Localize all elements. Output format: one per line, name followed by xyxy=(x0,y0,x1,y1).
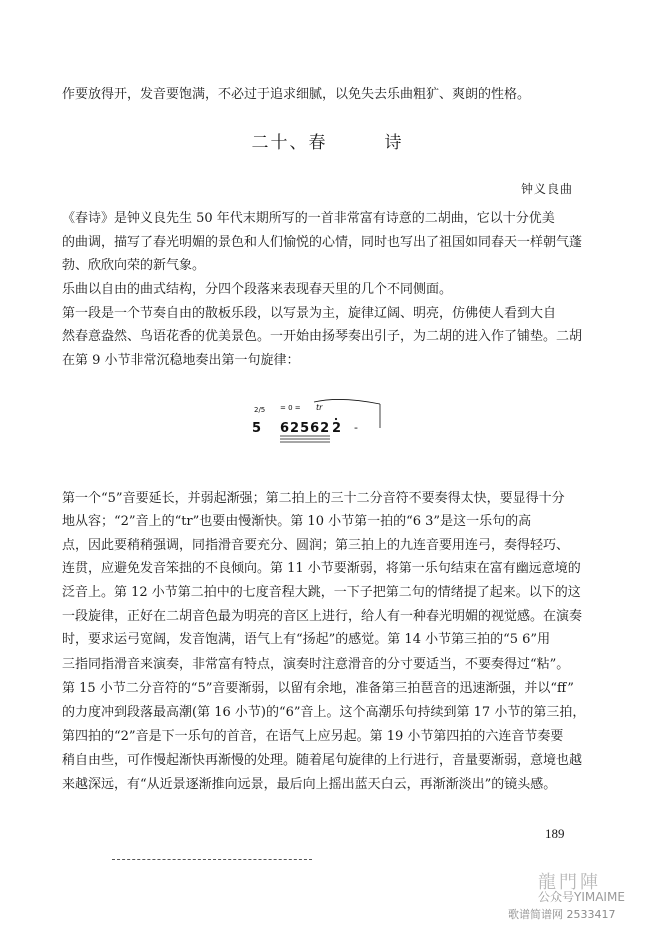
articulation-marks: = 0 = xyxy=(280,404,301,412)
composer-credit: 钟义良曲 xyxy=(520,182,573,196)
meter-mark: 2/5 xyxy=(254,406,266,414)
body-line: 《春诗》是钟义良先生 50 年代末期所写的一首非常富有诗意的二胡曲，它以十分优美 xyxy=(62,211,555,226)
body-line: 乐曲以自由的曲式结构，分四个段落来表现春天里的几个不同侧面。 xyxy=(62,282,453,297)
body-line: 的曲调，描写了春光明媚的景色和人们愉悦的心情，同时也写出了祖国如同春天一样朝气蓬 xyxy=(62,235,583,250)
body-line: 在第 9 小节非常沉稳地奏出第一句旋律： xyxy=(62,353,300,368)
body-line: 稍自由些，可作慢起渐快再渐慢的处理。随着尾句旋律的上行进行，音量要渐弱，意境也越 xyxy=(62,753,583,768)
slur-line xyxy=(314,399,380,404)
section-title: 二十、春 诗 xyxy=(251,133,404,153)
note-first: 5 xyxy=(252,421,262,436)
page-number: 189 xyxy=(545,826,565,841)
body-line: 第 15 小节二分音符的“5”音要渐弱，以留有余地，准备第三拍琶音的迅速渐强，并以“ff” xyxy=(62,681,574,696)
body-line: 来越深远，有“从近景逐渐推向远景，最后向上摇出蓝天白云，再渐渐淡出”的镜头感。 xyxy=(62,777,557,792)
watermark-footer: 歌谱简谱网 2533417 xyxy=(508,908,616,921)
body-line: 泛音上。第 12 小节第二拍中的七度音程大跳，一下子把第二句的情绪提了起来。以下的这 xyxy=(62,585,581,600)
note-dash: - xyxy=(354,421,358,434)
body-line: 一段旋律，正好在二胡音色最为明亮的音区上进行，给人有一种春光明媚的视觉感。在演奏 xyxy=(62,609,583,624)
note-run: 62562 xyxy=(280,421,331,436)
body-line: 地从容；“2”音上的“tr”也要由慢渐快。第 10 小节第一拍的“6 3”是这一乐句的高 xyxy=(62,514,532,529)
watermark-account: 公众号YIMAIME xyxy=(538,890,625,904)
body-line: 连贯，应避免发音笨拙的不良倾向。第 11 小节要渐弱，将第一乐句结束在富有幽远意境的 xyxy=(62,561,581,576)
body-line: 点，因此要稍稍强调，同指滑音要充分、圆润；第三拍上的九连音要用连弓，奏得轻巧、 xyxy=(62,538,570,553)
body-line: 三指同指滑音来演奏，非常富有特点，演奏时注意滑音的分寸要适当，不要奏得过“粘”。 xyxy=(62,657,570,672)
octave-dot xyxy=(335,418,337,420)
body-line: 的力度冲到段落最高潮(第 16 小节)的“6”音上。这个高潮乐句持续到第 17 小节的第三拍， xyxy=(62,705,586,720)
body-line: 时，要求运弓宽阔，发音饱满，语气上有“扬起”的感觉。第 14 小节第三拍的“5 6”用 xyxy=(62,632,551,647)
body-line: 第一个“5”音要延长，并弱起渐强；第二拍上的三十二分音符不要奏得太快，要显得十分 xyxy=(62,491,565,506)
footer-rule xyxy=(112,859,312,860)
note-held: 2 xyxy=(332,421,342,436)
body-line: 作要放得开，发音要饱满，不必过于追求细腻，以免失去乐曲粗犷、爽朗的性格。 xyxy=(62,87,531,102)
body-line: 勃、欣欣向荣的新气象。 xyxy=(62,258,206,273)
notation-excerpt xyxy=(250,398,400,448)
body-line: 第四拍的“2”音是下一乐句的首音，在语气上应另起。第 19 小节第四拍的六连音节奏要 xyxy=(62,729,564,744)
body-line: 然春意盎然、鸟语花香的优美景色。一开始由扬琴奏出引子，为二胡的进入作了铺垫。二胡 xyxy=(62,329,583,344)
watermark-logo: 龍門陣 xyxy=(538,872,601,893)
body-line: 第一段是一个节奏自由的散板乐段，以写景为主，旋律辽阔、明亮，仿佛使人看到大自 xyxy=(62,306,557,321)
trill-mark: tr xyxy=(316,403,323,412)
